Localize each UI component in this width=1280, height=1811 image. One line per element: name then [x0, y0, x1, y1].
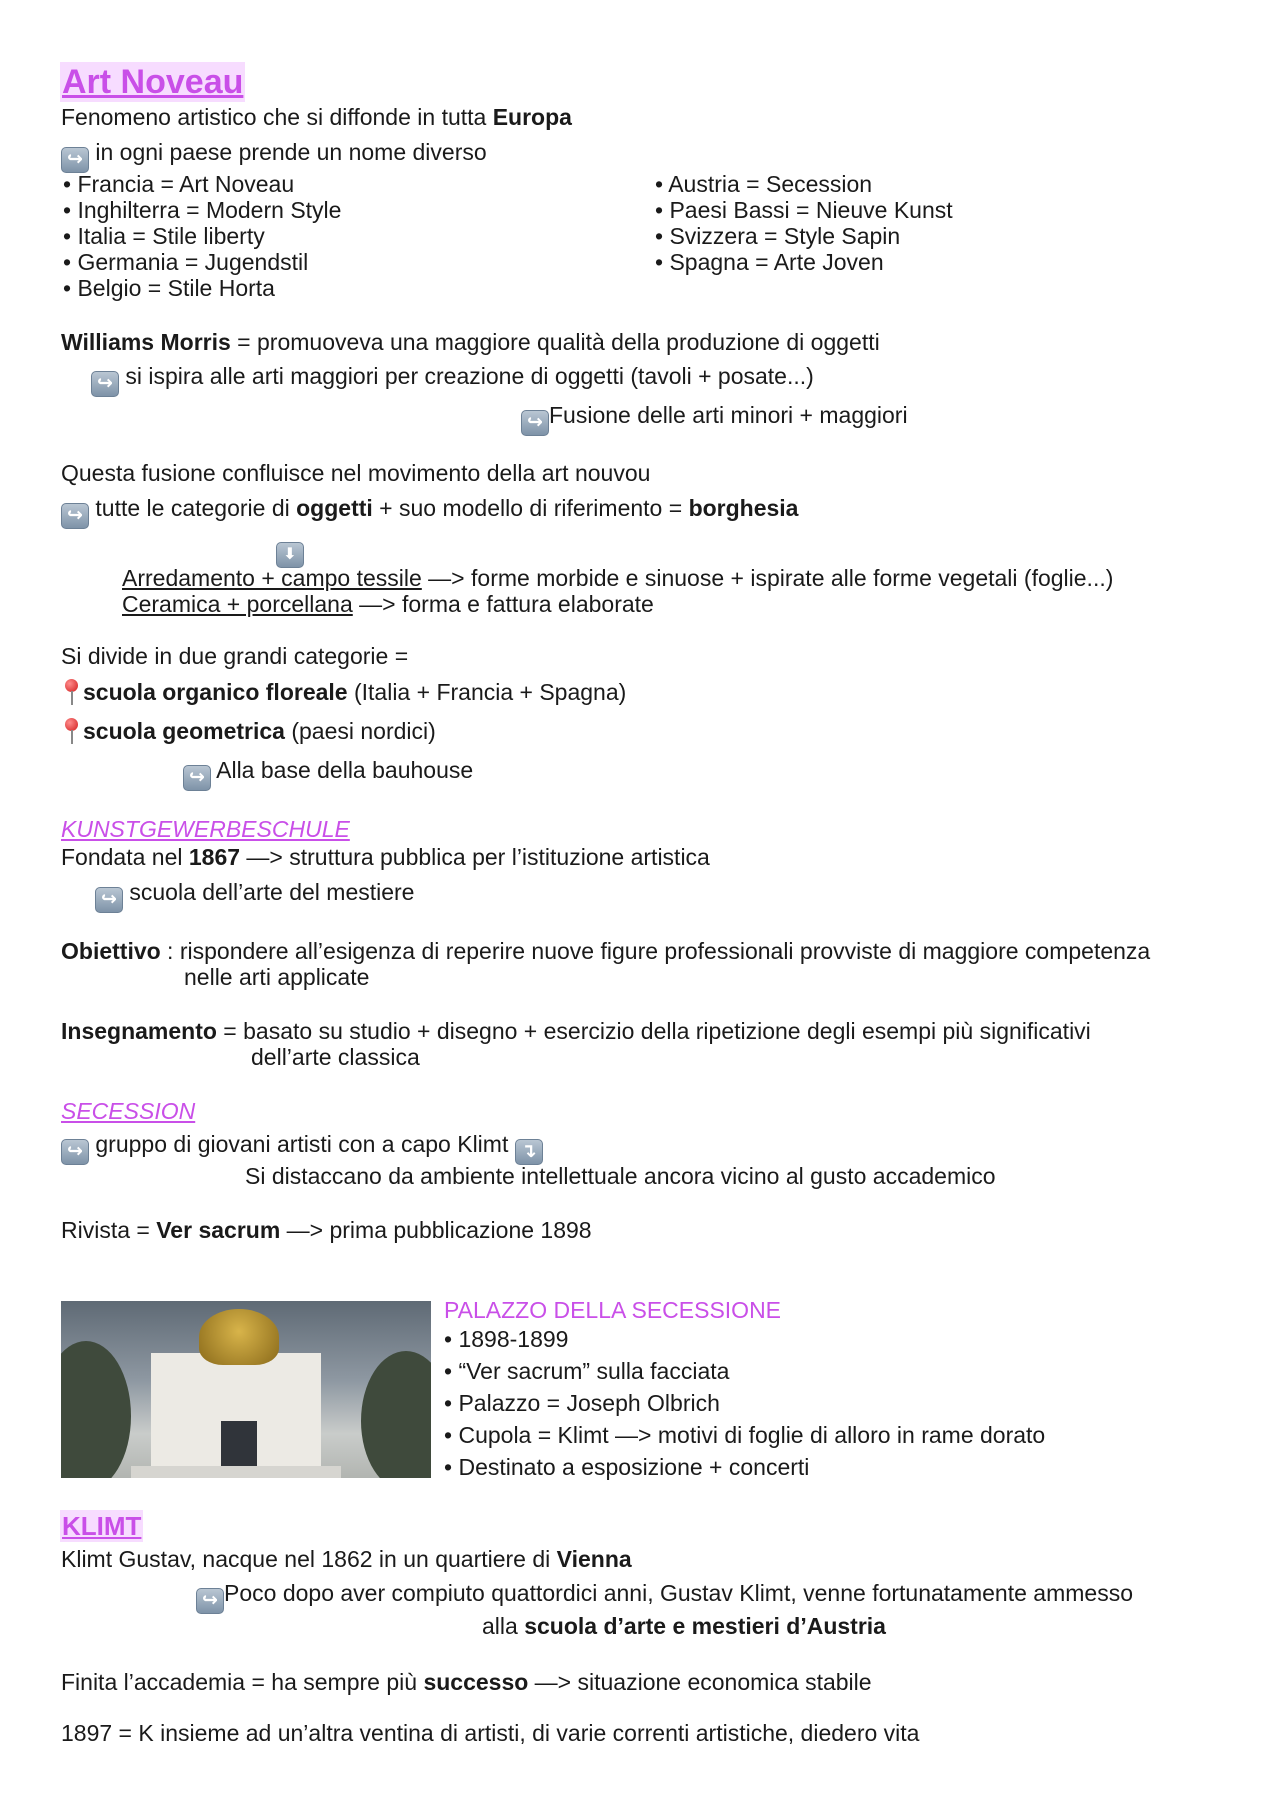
list-item: • Austria = Secession	[655, 171, 953, 197]
country-names-right	[655, 171, 953, 275]
divide-line: Si divide in due grandi categorie =	[61, 643, 409, 669]
school-geometric-text: (paesi nordici)	[284, 718, 436, 744]
teaching-text: = basato su studio + disegno + esercizio della ripetizione degli esempi più significativi	[216, 1018, 1091, 1044]
categories-bold-bourgeoisie: borghesia	[688, 495, 799, 521]
kunst-founded-line	[61, 844, 710, 870]
list-item: • “Ver sacrum” sulla facciata	[444, 1355, 1045, 1387]
school-floral-line	[61, 678, 626, 706]
tree-shape	[361, 1351, 431, 1478]
objective-text: rispondere all’esigenza di reperire nuove figure professionali provviste di maggiore competenza	[179, 938, 1151, 964]
names-intro-text: in ogni paese prende un nome diverso	[95, 139, 487, 165]
school-floral-bold: scuola organico floreale	[83, 679, 348, 705]
ceramic-label: Ceramica + porcellana	[122, 591, 353, 617]
magazine-bold: Ver sacrum	[156, 1217, 281, 1243]
school-geometric-line	[61, 717, 436, 745]
klimt-success-line	[61, 1669, 872, 1695]
klimt-school-bold: scuola d’arte e mestieri d’Austria	[524, 1613, 886, 1639]
teaching-line-2: dell’arte classica	[251, 1044, 420, 1070]
categories-mid: + suo modello di riferimento =	[372, 495, 689, 521]
morris-text: = promuoveva una maggiore qualità della produzione di oggetti	[230, 329, 880, 355]
list-item: • Spagna = Arte Joven	[655, 249, 953, 275]
klimt-school-line-2	[482, 1613, 886, 1639]
klimt-school-text: Poco dopo aver compiuto quattordici anni, Gustav Klimt, venne fortunatamente ammesso	[224, 1580, 1133, 1606]
down-arrow-icon: ⬇	[276, 542, 304, 568]
klimt-1897-line: 1897 = K insieme ad un’altra ventina di artisti, di varie correnti artistiche, diedero vita	[61, 1720, 920, 1746]
secession-heading[interactable]: SECESSION	[61, 1098, 196, 1124]
objective-line	[61, 938, 1150, 964]
turn-down-arrow-icon: ↴	[515, 1139, 543, 1165]
kunst-founded-desc: —> struttura pubblica per l’istituzione artistica	[240, 844, 710, 870]
return-arrow-icon: ↪	[521, 410, 549, 436]
golden-dome-shape	[199, 1309, 279, 1365]
secession-detach-line: Si distaccano da ambiente intellettuale ancora vicino al gusto accademico	[245, 1163, 996, 1189]
list-item: • Svizzera = Style Sapin	[655, 223, 953, 249]
klimt-success-bold: successo	[423, 1669, 529, 1695]
list-item: • Inghilterra = Modern Style	[63, 197, 341, 223]
kunst-school-text: scuola dell’arte del mestiere	[129, 879, 415, 905]
ceramic-line	[122, 591, 654, 617]
school-floral-text: (Italia + Francia + Spagna)	[347, 679, 627, 705]
intro-text: Fenomeno artistico che si diffonde in tutta	[61, 104, 493, 130]
pin-icon	[61, 717, 83, 745]
pin-icon	[61, 678, 83, 706]
list-item: • Germania = Jugendstil	[63, 249, 341, 275]
kunst-founded-text: Fondata nel	[61, 844, 189, 870]
magazine-text: —> prima pubblicazione 1898	[280, 1217, 592, 1243]
fusion-text: Fusione delle arti minori + maggiori	[549, 402, 908, 428]
klimt-title: KLIMT	[62, 1511, 142, 1541]
klimt-born-bold: Vienna	[556, 1546, 632, 1572]
page-title: Art Noveau	[62, 63, 244, 101]
furniture-label: Arredamento + campo tessile	[122, 565, 422, 591]
categories-text: tutte le categorie di	[95, 495, 297, 521]
klimt-born-text: Klimt Gustav, nacque nel 1862 in un quartiere di	[61, 1546, 557, 1572]
klimt-success-desc: —> situazione economica stabile	[528, 1669, 872, 1695]
bauhaus-text: Alla base della bauhouse	[216, 757, 474, 783]
tree-shape	[61, 1341, 131, 1478]
list-item: • 1898-1899	[444, 1323, 1045, 1355]
objective-label: Obiettivo	[61, 938, 161, 964]
morris-line	[61, 329, 880, 355]
bauhaus-line	[183, 757, 473, 791]
list-item: • Paesi Bassi = Nieuve Kunst	[655, 197, 953, 223]
categories-line	[61, 495, 798, 529]
return-arrow-icon: ↪	[61, 147, 89, 173]
teaching-label: Insegnamento	[61, 1018, 217, 1044]
magazine-line	[61, 1217, 592, 1243]
secession-group-line	[61, 1131, 543, 1165]
names-intro-line	[61, 139, 487, 173]
return-arrow-icon: ↪	[183, 765, 211, 791]
palace-items	[444, 1323, 1045, 1483]
teaching-line	[61, 1018, 1091, 1044]
intro-line	[61, 104, 572, 130]
down-arrow-line	[276, 533, 304, 568]
list-item: • Italia = Stile liberty	[63, 223, 341, 249]
morris-sub-line	[91, 363, 814, 397]
return-arrow-icon: ↪	[95, 887, 123, 913]
objective-line-2: nelle arti applicate	[184, 964, 370, 990]
stairs-shape	[131, 1466, 341, 1478]
school-geometric-bold: scuola geometrica	[83, 718, 285, 744]
klimt-success-text: Finita l’accademia = ha sempre più	[61, 1669, 424, 1695]
return-arrow-icon: ↪	[91, 371, 119, 397]
furniture-line	[122, 565, 1113, 591]
fusion-line	[521, 402, 908, 436]
palace-title: PALAZZO DELLA SECESSIONE	[444, 1297, 782, 1323]
ceramic-text: —> forma e fattura elaborate	[352, 591, 654, 617]
movement-line: Questa fusione confluisce nel movimento della art nouvou	[61, 460, 651, 486]
secession-palace-photo	[61, 1301, 431, 1478]
klimt-born-line	[61, 1546, 632, 1572]
return-arrow-icon: ↪	[61, 1139, 89, 1165]
objective-sep: :	[160, 938, 180, 964]
return-arrow-icon: ↪	[61, 503, 89, 529]
list-item: • Belgio = Stile Horta	[63, 275, 341, 301]
categories-bold-objects: oggetti	[296, 495, 373, 521]
klimt-school-prefix: alla	[482, 1613, 525, 1639]
list-item: • Palazzo = Joseph Olbrich	[444, 1387, 1045, 1419]
list-item: • Cupola = Klimt —> motivi di foglie di alloro in rame dorato	[444, 1419, 1045, 1451]
magazine-prefix: Rivista =	[61, 1217, 157, 1243]
kunst-heading[interactable]: KUNSTGEWERBESCHULE	[61, 816, 350, 842]
morris-name: Williams Morris	[61, 329, 231, 355]
kunst-founded-year: 1867	[188, 844, 241, 870]
intro-bold: Europa	[492, 104, 572, 130]
morris-sub-text: si ispira alle arti maggiori per creazione di oggetti (tavoli + posate...)	[125, 363, 814, 389]
list-item: • Destinato a esposizione + concerti	[444, 1451, 1045, 1483]
klimt-school-line	[196, 1580, 1133, 1614]
return-arrow-icon: ↪	[196, 1588, 224, 1614]
list-item: • Francia = Art Noveau	[63, 171, 341, 197]
kunst-school-line	[95, 879, 414, 913]
secession-group-text: gruppo di giovani artisti con a capo Klimt	[95, 1131, 509, 1157]
country-names-left	[63, 171, 341, 301]
furniture-text: —> forme morbide e sinuose + ispirate alle forme vegetali (foglie...)	[421, 565, 1114, 591]
